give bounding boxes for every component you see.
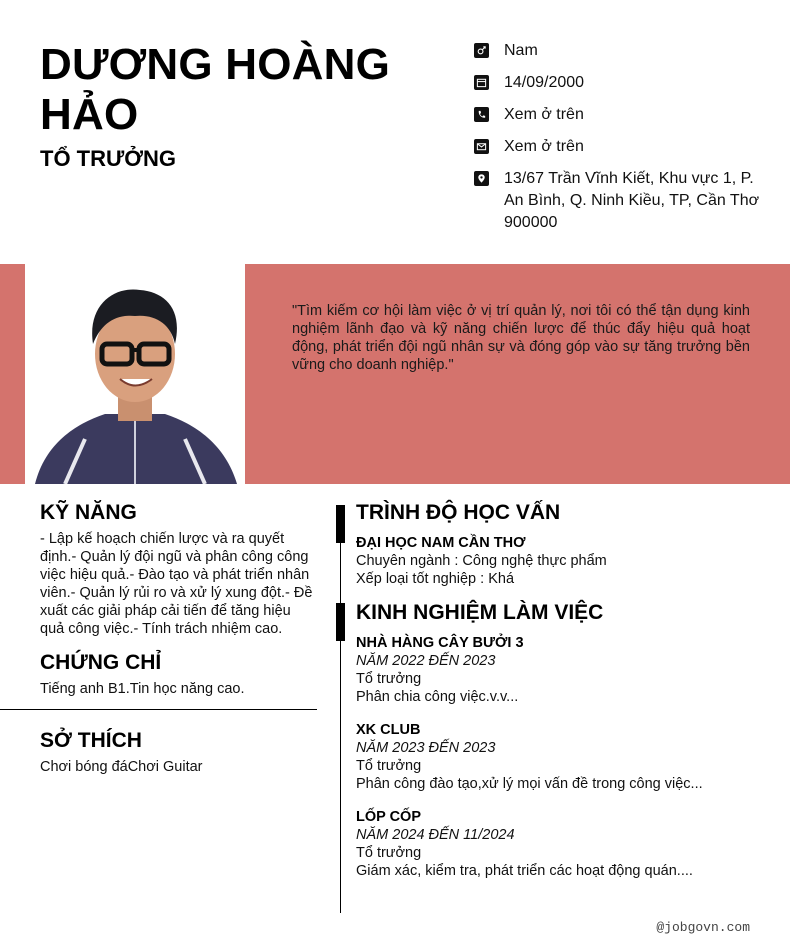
job-title: TỔ TRƯỞNG — [40, 146, 177, 171]
education-heading: TRÌNH ĐỘ HỌC VẤN — [356, 501, 561, 524]
contact-gender — [474, 40, 764, 62]
experience-description: Phân công đào tạo,xử lý mọi vấn đề trong công việc... — [356, 776, 703, 792]
contact-email — [474, 136, 764, 158]
phone-icon — [474, 107, 489, 122]
profile-photo — [25, 264, 245, 484]
career-objective: "Tìm kiếm cơ hội làm việc ở vị trí quản lý, nơi tôi có thể tận dụng kinh nghiệm lãnh đạo và kỹ năng chiến lược để thúc đẩy hiệu quả hoạt động, phát triển đội ngũ nhân sự và đóng góp vào sự tăng trưởng bền vững cho doanh nghiệp." — [292, 303, 750, 373]
experience-role: Tổ trưởng — [356, 758, 422, 774]
location-icon — [474, 171, 489, 186]
candidate-name: DƯƠNG HOÀNG HẢO — [40, 40, 391, 139]
contact-birthday-value: 14/09/2000 — [504, 74, 585, 91]
experience-item — [356, 808, 756, 880]
experience-company: NHÀ HÀNG CÂY BƯỞI 3 — [356, 635, 524, 651]
experience-period: NĂM 2022 ĐẾN 2023 — [356, 653, 496, 669]
section-divider — [0, 709, 317, 710]
right-column — [356, 500, 756, 880]
experience-period: NĂM 2024 ĐẾN 11/2024 — [356, 827, 515, 843]
experience-item — [356, 721, 756, 793]
hobbies-heading: SỞ THÍCH — [40, 729, 142, 752]
contact-phone-value: Xem ở trên — [504, 106, 584, 123]
left-column — [40, 500, 318, 776]
timeline-line — [340, 505, 341, 913]
experience-role: Tổ trưởng — [356, 845, 422, 861]
experience-role: Tổ trưởng — [356, 671, 422, 687]
skills-heading: KỸ NĂNG — [40, 501, 137, 524]
experience-company: LỐP CỐP — [356, 809, 421, 825]
skills-body: - Lập kế hoạch chiến lược và ra quyết định.- Quản lý đội ngũ và phân công công việc hiệu quả.- Đào tạo và phát triển nhân viên.- Quản lý rủi ro và xử lý xung đột.- Đề xuất các giải pháp cải tiến để tăng hiệu quả công việc.- Tính trách nhiệm cao. — [40, 531, 313, 637]
experience-heading: KINH NGHIỆM LÀM VIỆC — [356, 601, 604, 624]
contact-gender-value: Nam — [504, 42, 538, 59]
certificates-body: Tiếng anh B1.Tin học năng cao. — [40, 681, 245, 697]
education-school: ĐẠI HỌC NAM CẦN THƠ — [356, 535, 526, 551]
hobbies-body: Chơi bóng đáChơi Guitar — [40, 759, 203, 775]
contact-phone — [474, 104, 764, 126]
certificates-heading: CHỨNG CHỈ — [40, 651, 162, 674]
contact-list — [474, 40, 764, 244]
contact-address — [474, 168, 764, 234]
email-icon — [474, 139, 489, 154]
contact-birthday — [474, 72, 764, 94]
education-grade: Xếp loại tốt nghiệp : Khá — [356, 571, 515, 587]
experience-marker — [336, 603, 345, 641]
experience-item — [356, 634, 756, 706]
contact-address-value: 13/67 Trần Vĩnh Kiết, Khu vực 1, P. An Bình, Q. Ninh Kiều, TP, Cần Thơ 900000 — [504, 170, 760, 231]
experience-period: NĂM 2023 ĐẾN 2023 — [356, 740, 496, 756]
calendar-icon — [474, 75, 489, 90]
experience-company: XK CLUB — [356, 722, 421, 738]
contact-email-value: Xem ở trên — [504, 138, 584, 155]
experience-description: Phân chia công việc.v.v... — [356, 689, 519, 705]
education-major: Chuyên ngành : Công nghệ thực phẩm — [356, 553, 607, 569]
watermark: @jobgovn.com — [656, 920, 750, 935]
experience-description: Giám xác, kiểm tra, phát triển các hoạt động quán.... — [356, 863, 693, 879]
education-marker — [336, 505, 345, 543]
gender-icon — [474, 43, 489, 58]
